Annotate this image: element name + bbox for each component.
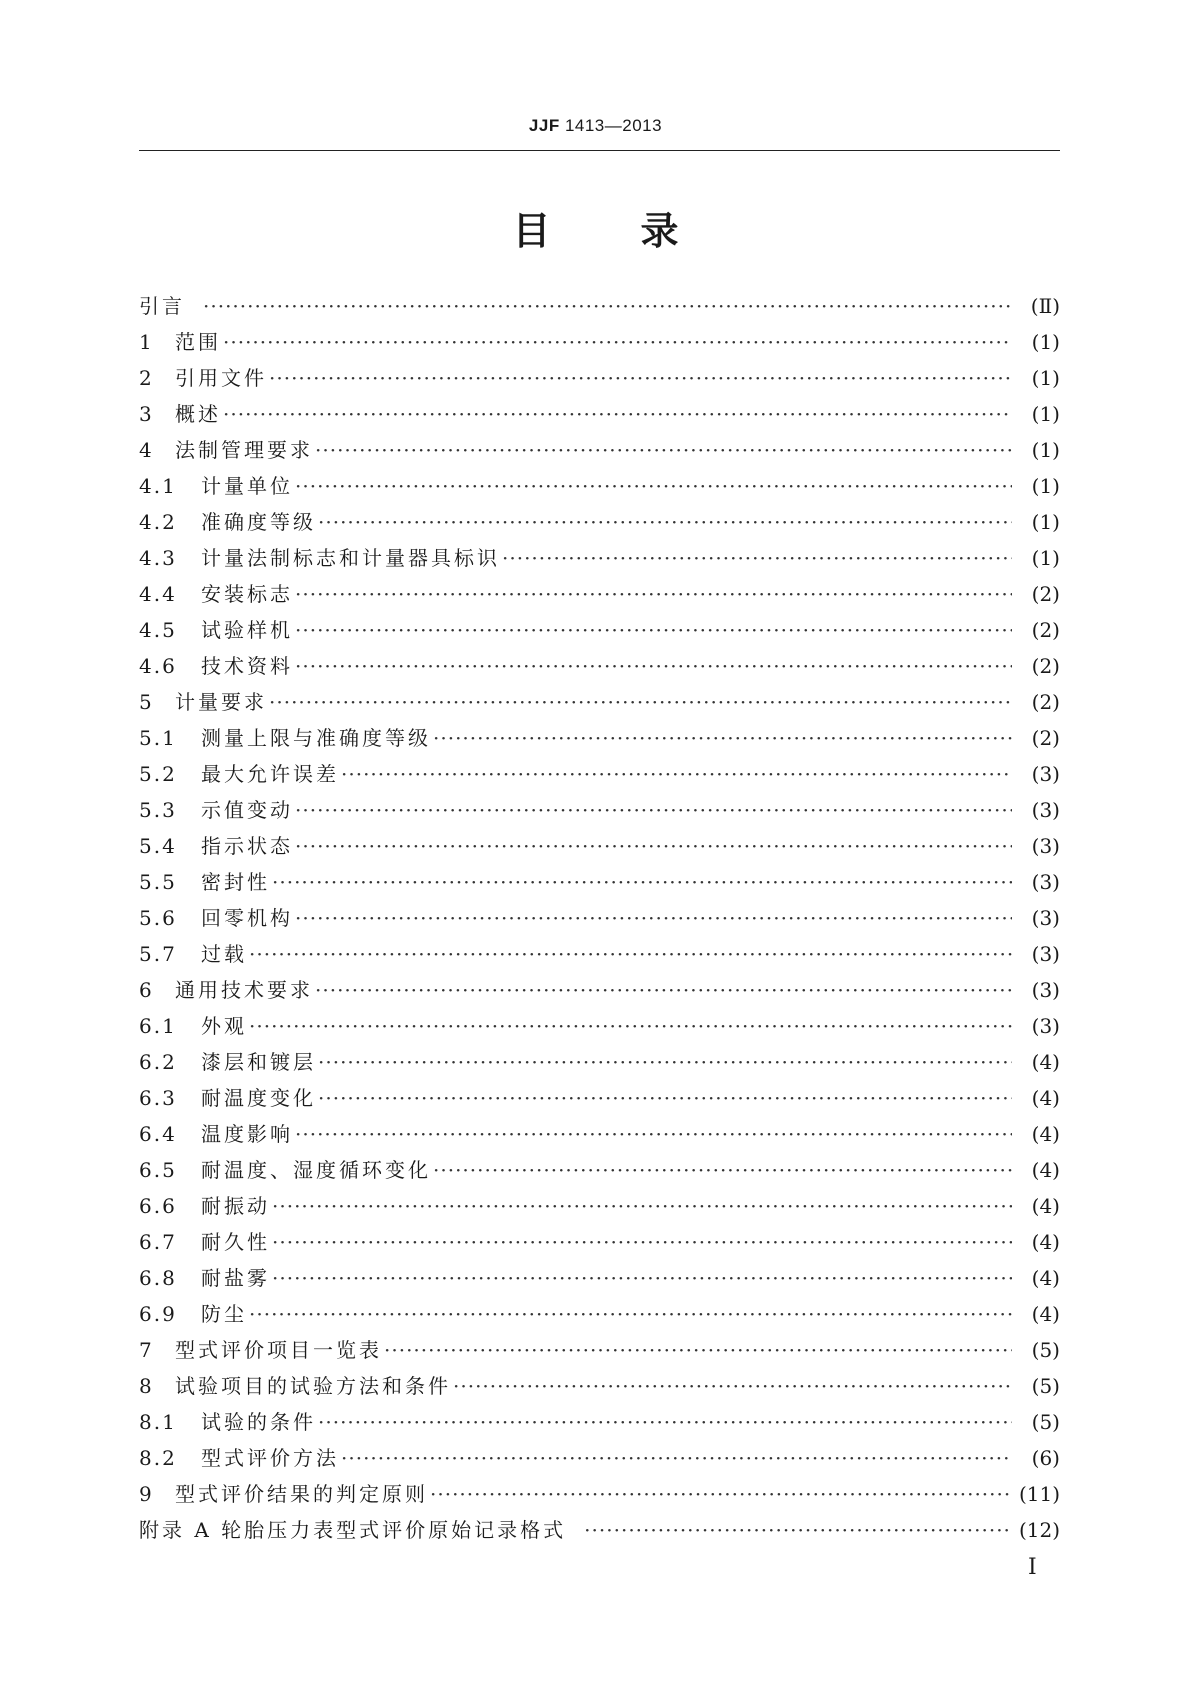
toc-entry-label: 安装标志 — [201, 582, 293, 606]
toc-leader-dots — [584, 1512, 1012, 1548]
toc-entry-number: 5.5 — [139, 870, 177, 894]
toc-entry-number: 5.7 — [139, 942, 177, 966]
toc-entry-number: 6 — [139, 978, 154, 1002]
toc-entry-label: 技术资料 — [201, 654, 293, 678]
toc-entry[interactable] — [139, 900, 1060, 936]
toc-entry-page: (2) — [1031, 582, 1060, 606]
toc-entry[interactable] — [139, 936, 1060, 972]
toc-leader-dots — [272, 1188, 1012, 1224]
toc-leader-dots — [341, 1440, 1012, 1476]
toc-entry-number: 6.4 — [139, 1122, 177, 1146]
toc-entry-number: 4 — [139, 438, 154, 462]
toc-leader-dots — [295, 828, 1012, 864]
toc-entry-number: 5.3 — [139, 798, 177, 822]
toc-entry-page: (6) — [1031, 1446, 1060, 1470]
toc-entry-page: (1) — [1031, 474, 1060, 498]
toc-entry-label: 引言 — [139, 294, 185, 318]
toc-leader-dots — [272, 1260, 1012, 1296]
toc-entry-label: 外观 — [201, 1014, 247, 1038]
toc-entry-page: (5) — [1031, 1374, 1060, 1398]
toc-entry-page: (4) — [1031, 1086, 1060, 1110]
toc-entry-number: 6.6 — [139, 1194, 177, 1218]
toc-entry[interactable] — [139, 1440, 1060, 1476]
toc-entry[interactable] — [139, 396, 1060, 432]
toc-entry-number: 6.3 — [139, 1086, 177, 1110]
toc-entry-page: (5) — [1031, 1338, 1060, 1362]
toc-entry-page: (4) — [1031, 1230, 1060, 1254]
toc-entry-number: 8.2 — [139, 1446, 177, 1470]
toc-entry-number: 6.9 — [139, 1302, 177, 1326]
toc-entry-page: (4) — [1031, 1158, 1060, 1182]
toc-leader-dots — [223, 396, 1012, 432]
toc-entry-page: (Ⅱ) — [1030, 294, 1060, 318]
toc-entry-page: (11) — [1018, 1482, 1060, 1506]
page-title-char-2: 录 — [640, 209, 679, 253]
toc-entry-label: 附录 A 轮胎压力表型式评价原始记录格式 — [139, 1518, 567, 1542]
table-of-contents — [139, 288, 1060, 1548]
toc-entry-page: (4) — [1031, 1194, 1060, 1218]
toc-entry[interactable] — [139, 1512, 1060, 1548]
toc-entry-label: 耐久性 — [201, 1230, 270, 1254]
toc-entry-label: 法制管理要求 — [175, 438, 313, 462]
toc-entry[interactable] — [139, 576, 1060, 612]
toc-entry-label: 准确度等级 — [201, 510, 316, 534]
toc-entry[interactable] — [139, 1044, 1060, 1080]
toc-leader-dots — [272, 1224, 1012, 1260]
toc-entry-number: 4.4 — [139, 582, 177, 606]
toc-leader-dots — [295, 576, 1012, 612]
toc-leader-dots — [295, 468, 1012, 504]
toc-entry[interactable] — [139, 1404, 1060, 1440]
toc-leader-dots — [315, 432, 1012, 468]
toc-entry-number: 6.5 — [139, 1158, 177, 1182]
toc-entry[interactable] — [139, 612, 1060, 648]
toc-entry-label: 概述 — [175, 402, 221, 426]
toc-entry[interactable] — [139, 1332, 1060, 1368]
toc-entry[interactable] — [139, 324, 1060, 360]
toc-entry-label: 耐温度、湿度循环变化 — [201, 1158, 431, 1182]
toc-leader-dots — [223, 324, 1012, 360]
toc-entry-label: 耐温度变化 — [201, 1086, 316, 1110]
toc-entry-label: 防尘 — [201, 1302, 247, 1326]
toc-entry-number: 1 — [139, 330, 154, 354]
toc-entry-page: (3) — [1031, 762, 1060, 786]
toc-entry-number: 8.1 — [139, 1410, 177, 1434]
toc-entry-number: 6.7 — [139, 1230, 177, 1254]
toc-entry[interactable] — [139, 720, 1060, 756]
toc-leader-dots — [295, 1116, 1012, 1152]
toc-leader-dots — [433, 1152, 1012, 1188]
toc-entry[interactable] — [139, 360, 1060, 396]
toc-entry-label: 指示状态 — [201, 834, 293, 858]
toc-entry-label: 计量单位 — [201, 474, 293, 498]
toc-entry[interactable] — [139, 972, 1060, 1008]
toc-entry-page: (1) — [1031, 546, 1060, 570]
page-title — [0, 200, 1191, 255]
toc-leader-dots — [269, 684, 1012, 720]
toc-entry-label: 耐振动 — [201, 1194, 270, 1218]
toc-leader-dots — [430, 1476, 1012, 1512]
toc-entry-page: (1) — [1031, 366, 1060, 390]
toc-entry-number: 6.1 — [139, 1014, 177, 1038]
toc-leader-dots — [249, 936, 1012, 972]
toc-leader-dots — [318, 504, 1012, 540]
toc-entry-page: (3) — [1031, 942, 1060, 966]
running-header — [0, 116, 1191, 136]
toc-leader-dots — [295, 900, 1012, 936]
toc-entry[interactable] — [139, 468, 1060, 504]
toc-entry[interactable] — [139, 1116, 1060, 1152]
toc-leader-dots — [433, 720, 1012, 756]
toc-leader-dots — [384, 1332, 1012, 1368]
toc-entry-label: 计量要求 — [175, 690, 267, 714]
toc-entry-label: 试验样机 — [201, 618, 293, 642]
toc-leader-dots — [295, 612, 1012, 648]
toc-entry-page: (2) — [1031, 726, 1060, 750]
toc-entry-page: (3) — [1031, 798, 1060, 822]
toc-entry[interactable] — [139, 1260, 1060, 1296]
toc-entry-label: 计量法制标志和计量器具标识 — [201, 546, 500, 570]
toc-entry[interactable] — [139, 684, 1060, 720]
toc-entry[interactable] — [139, 648, 1060, 684]
toc-leader-dots — [453, 1368, 1012, 1404]
toc-entry-number: 5.6 — [139, 906, 177, 930]
toc-entry-page: (3) — [1031, 978, 1060, 1002]
toc-entry[interactable] — [139, 1008, 1060, 1044]
header-divider — [139, 150, 1060, 151]
toc-entry[interactable] — [139, 540, 1060, 576]
toc-entry-label: 试验项目的试验方法和条件 — [175, 1374, 451, 1398]
toc-entry-label: 引用文件 — [175, 366, 267, 390]
toc-leader-dots — [249, 1008, 1012, 1044]
toc-entry[interactable] — [139, 288, 1060, 324]
page-number: Ⅰ — [1028, 1555, 1037, 1580]
toc-entry-number: 8 — [139, 1374, 154, 1398]
toc-entry-label: 范围 — [175, 330, 221, 354]
toc-entry-page: (4) — [1031, 1050, 1060, 1074]
toc-entry[interactable] — [139, 1368, 1060, 1404]
toc-leader-dots — [318, 1080, 1012, 1116]
toc-entry-page: (12) — [1018, 1518, 1060, 1542]
toc-entry[interactable] — [139, 1224, 1060, 1260]
toc-entry-label: 型式评价方法 — [201, 1446, 339, 1470]
toc-entry-number: 4.2 — [139, 510, 177, 534]
toc-leader-dots — [249, 1296, 1012, 1332]
toc-entry-page: (3) — [1031, 834, 1060, 858]
toc-entry-number: 5.2 — [139, 762, 177, 786]
toc-entry-page: (4) — [1031, 1122, 1060, 1146]
toc-entry-number: 6.2 — [139, 1050, 177, 1074]
toc-leader-dots — [318, 1404, 1012, 1440]
toc-leader-dots — [502, 540, 1012, 576]
toc-entry-number: 9 — [139, 1482, 154, 1506]
toc-entry-number: 5 — [139, 690, 154, 714]
toc-entry-number: 4.6 — [139, 654, 177, 678]
toc-entry-label: 通用技术要求 — [175, 978, 313, 1002]
toc-entry-label: 型式评价结果的判定原则 — [175, 1482, 428, 1506]
toc-entry-number: 6.8 — [139, 1266, 177, 1290]
toc-entry[interactable] — [139, 1080, 1060, 1116]
toc-entry-number: 5.4 — [139, 834, 177, 858]
toc-entry[interactable] — [139, 1476, 1060, 1512]
toc-entry-label: 最大允许误差 — [201, 762, 339, 786]
toc-entry[interactable] — [139, 792, 1060, 828]
toc-entry-page: (2) — [1031, 654, 1060, 678]
toc-entry[interactable] — [139, 1152, 1060, 1188]
toc-entry-page: (3) — [1031, 1014, 1060, 1038]
toc-entry-number: 7 — [139, 1338, 154, 1362]
toc-entry-label: 温度影响 — [201, 1122, 293, 1146]
toc-leader-dots — [295, 648, 1012, 684]
toc-entry-number: 4.1 — [139, 474, 177, 498]
toc-entry-label: 回零机构 — [201, 906, 293, 930]
toc-entry[interactable] — [139, 504, 1060, 540]
toc-entry-number: 4.5 — [139, 618, 177, 642]
toc-leader-dots — [341, 756, 1012, 792]
toc-entry[interactable] — [139, 828, 1060, 864]
toc-leader-dots — [318, 1044, 1012, 1080]
toc-leader-dots — [269, 360, 1012, 396]
toc-entry-page: (5) — [1031, 1410, 1060, 1434]
toc-entry-page: (4) — [1031, 1266, 1060, 1290]
toc-entry-page: (1) — [1031, 438, 1060, 462]
toc-entry[interactable] — [139, 864, 1060, 900]
toc-entry-label: 耐盐雾 — [201, 1266, 270, 1290]
toc-entry-number: 3 — [139, 402, 154, 426]
toc-entry-page: (1) — [1031, 330, 1060, 354]
toc-entry-label: 测量上限与准确度等级 — [201, 726, 431, 750]
toc-entry-number: 2 — [139, 366, 154, 390]
toc-leader-dots — [203, 288, 1012, 324]
toc-entry-label: 试验的条件 — [201, 1410, 316, 1434]
standard-code: JJF — [528, 116, 560, 135]
toc-leader-dots — [295, 792, 1012, 828]
toc-entry-number: 4.3 — [139, 546, 177, 570]
toc-entry-page: (4) — [1031, 1302, 1060, 1326]
toc-leader-dots — [315, 972, 1012, 1008]
toc-entry-label: 型式评价项目一览表 — [175, 1338, 382, 1362]
toc-entry[interactable] — [139, 1296, 1060, 1332]
toc-entry[interactable] — [139, 1188, 1060, 1224]
toc-entry-page: (2) — [1031, 618, 1060, 642]
toc-entry-page: (3) — [1031, 870, 1060, 894]
toc-entry-number: 5.1 — [139, 726, 177, 750]
page-title-char-1: 目 — [512, 209, 551, 253]
toc-entry-label: 密封性 — [201, 870, 270, 894]
standard-number: 1413—2013 — [564, 116, 663, 135]
toc-entry-page: (3) — [1031, 906, 1060, 930]
toc-entry-page: (1) — [1031, 402, 1060, 426]
toc-entry-label: 漆层和镀层 — [201, 1050, 316, 1074]
toc-leader-dots — [272, 864, 1012, 900]
toc-entry[interactable] — [139, 432, 1060, 468]
toc-entry-page: (2) — [1031, 690, 1060, 714]
toc-entry-label: 过载 — [201, 942, 247, 966]
toc-entry-label: 示值变动 — [201, 798, 293, 822]
toc-entry[interactable] — [139, 756, 1060, 792]
toc-entry-page: (1) — [1031, 510, 1060, 534]
